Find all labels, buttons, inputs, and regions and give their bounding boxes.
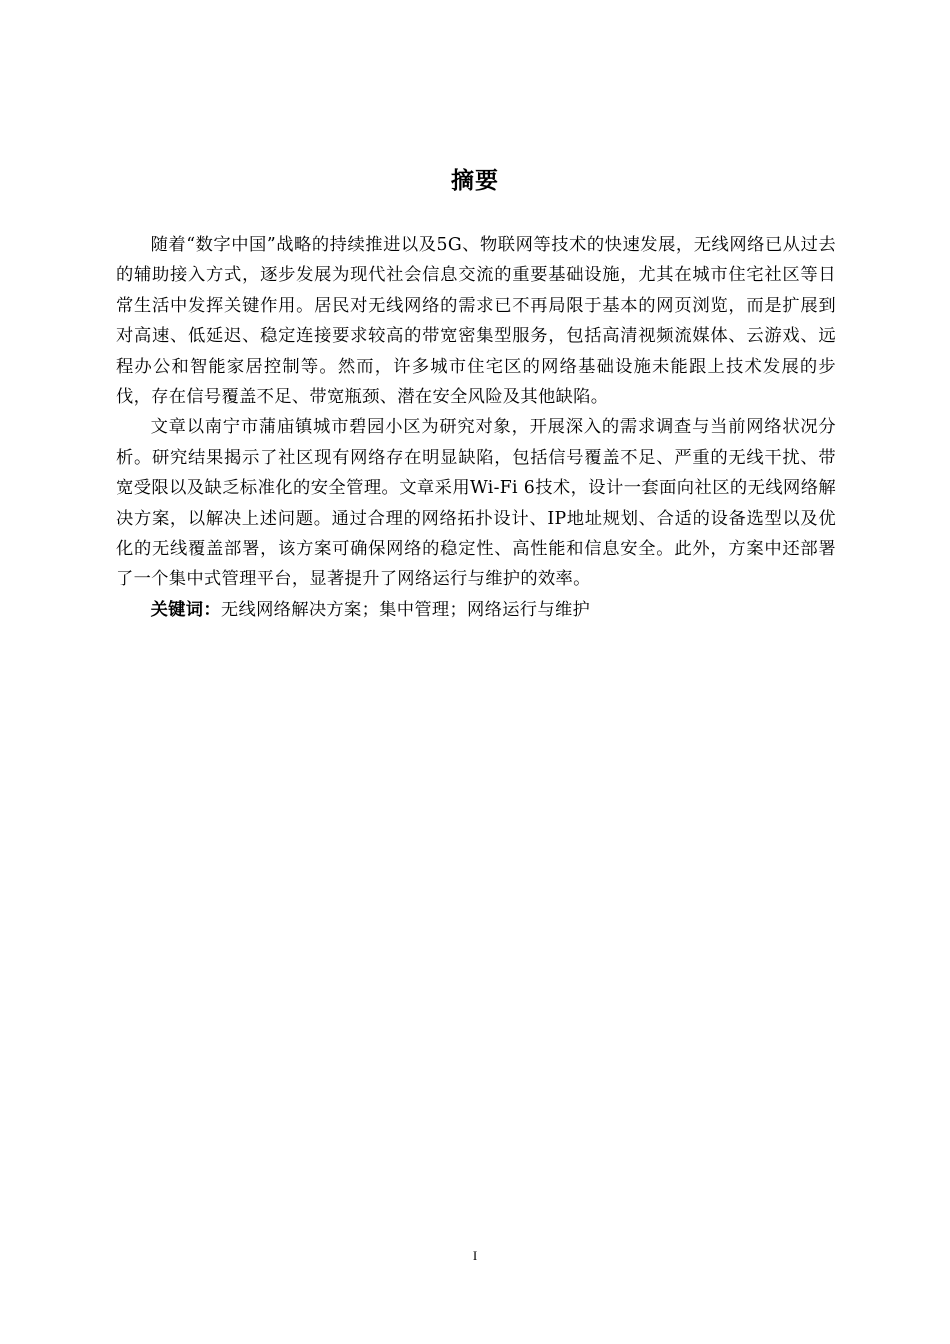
abstract-body [116, 230, 836, 625]
keywords-label: 关键词： [150, 599, 221, 620]
page-number: I [472, 1248, 478, 1263]
abstract-paragraph-1: 随着“数字中国”战略的持续推进以及5G、物联网等技术的快速发展，无线网络已从过去的辅助接入方式，逐步发展为现代社会信息交流的重要基础设施，尤其在城市住宅社区等日常生活中发挥关键作用。居民对无线网络的需求已不再局限于基本的网页浏览，而是扩展到对高速、低延迟、稳定连接要求较高的带宽密集型服务，包括高清视频流媒体、云游戏、远程办公和智能家居控制等。然而，许多城市住宅区的网络基础设施未能跟上技术发展的步伐，存在信号覆盖不足、带宽瓶颈、潜在安全风险及其他缺陷。 [116, 235, 836, 408]
keywords-line [116, 595, 836, 625]
abstract-paragraph-2: 文章以南宁市蒲庙镇城市碧园小区为研究对象，开展深入的需求调查与当前网络状况分析。研究结果揭示了社区现有网络存在明显缺陷，包括信号覆盖不足、严重的无线干扰、带宽受限以及缺乏标准化的安全管理。文章采用Wi-Fi 6技术，设计一套面向社区的无线网络解决方案，以解决上述问题。通过合理的网络拓扑设计、IP地址规划、合适的设备选型以及优化的无线覆盖部署，该方案可确保网络的稳定性、高性能和信息安全。此外，方案中还部署了一个集中式管理平台，显著提升了网络运行与维护的效率。 [116, 417, 836, 590]
abstract-title: 摘要 [451, 168, 499, 194]
keywords-text: 无线网络解决方案；集中管理；网络运行与维护 [220, 599, 591, 620]
